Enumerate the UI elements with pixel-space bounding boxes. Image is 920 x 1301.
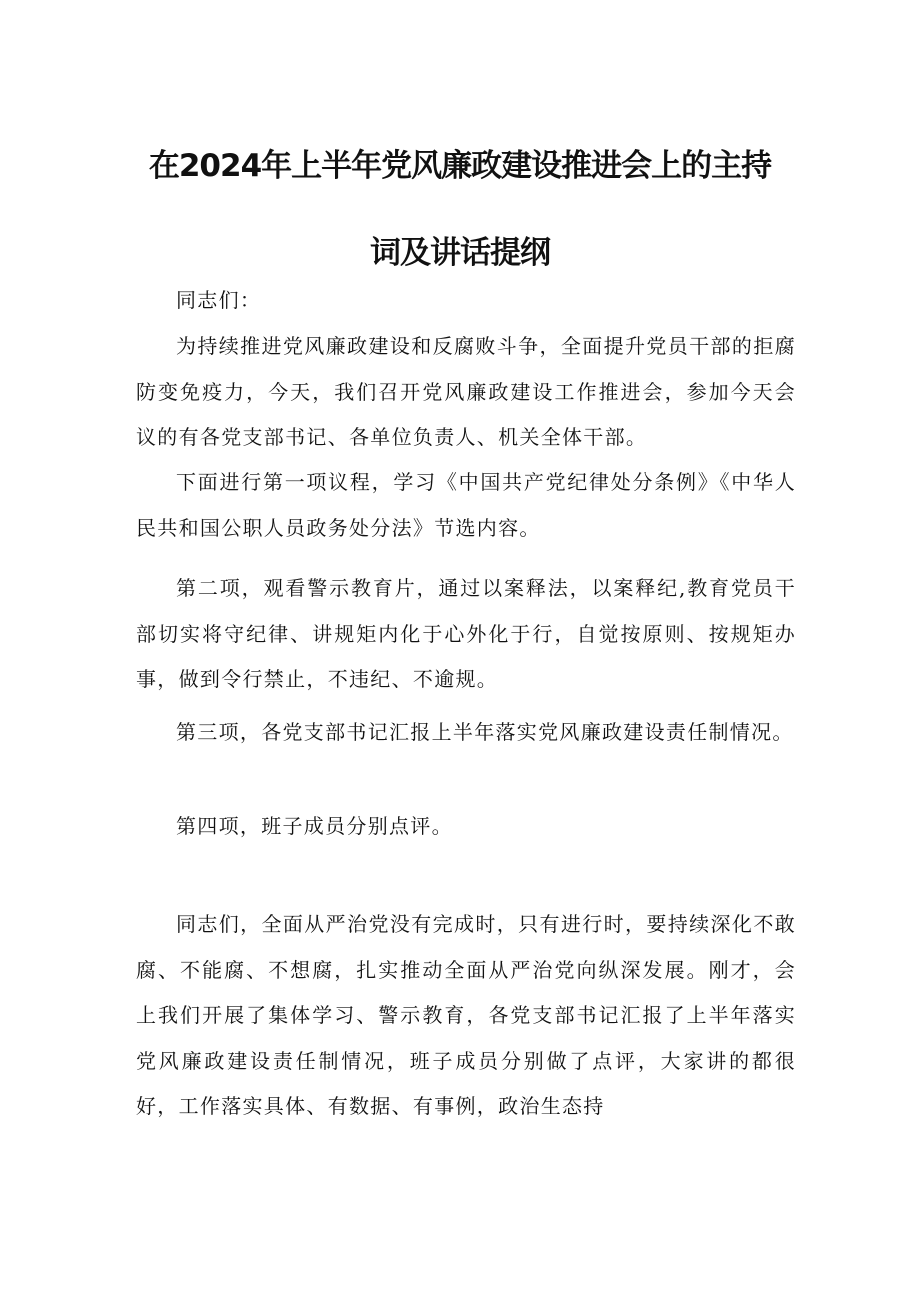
paragraph-opening: 为持续推进党风廉政建设和反腐败斗争，全面提升党员干部的拒腐防变免疫力，今天，我们召开党风廉政建设工作推进会，参加今天会议的有各党支部书记、各单位负责人、机关全体干部。 xyxy=(136,334,796,449)
paragraph-speech: 同志们，全面从严治党没有完成时，只有进行时，要持续深化不敢腐、不能腐、不想腐，扎实推动全面从严治党向纵深发展。刚才，会上我们开展了集体学习、警示教育，各党支部书记汇报了上半年落实党风廉政建设责任制情况，班子成员分别做了点评，大家讲的都很好，工作落实具体、有数据、有事例，政治生态持 xyxy=(136,912,796,1118)
salutation: 同志们： xyxy=(176,288,262,312)
paragraph-agenda-item-2: 第二项，观看警示教育片，通过以案释法，以案释纪,教育党员干部切实将守纪律、讲规矩内化于心外化于行，自觉按原则、按规矩办事，做到令行禁止，不违纪、不逾规。 xyxy=(136,576,796,691)
paragraph-agenda-item-3: 第三项，各党支部书记汇报上半年落实党风廉政建设责任制情况。 xyxy=(176,720,794,744)
document-title-line-2: 词及讲话提纲 xyxy=(370,235,550,271)
paragraph-agenda-item-1: 下面进行第一项议程，学习《中国共产党纪律处分条例》《中华人民共和国公职人员政务处分法》节选内容。 xyxy=(136,470,796,540)
paragraph-agenda-item-4: 第四项，班子成员分别点评。 xyxy=(176,814,453,838)
document-title-line-1: 在2024年上半年党风廉政建设推进会上的主持 xyxy=(148,148,772,184)
